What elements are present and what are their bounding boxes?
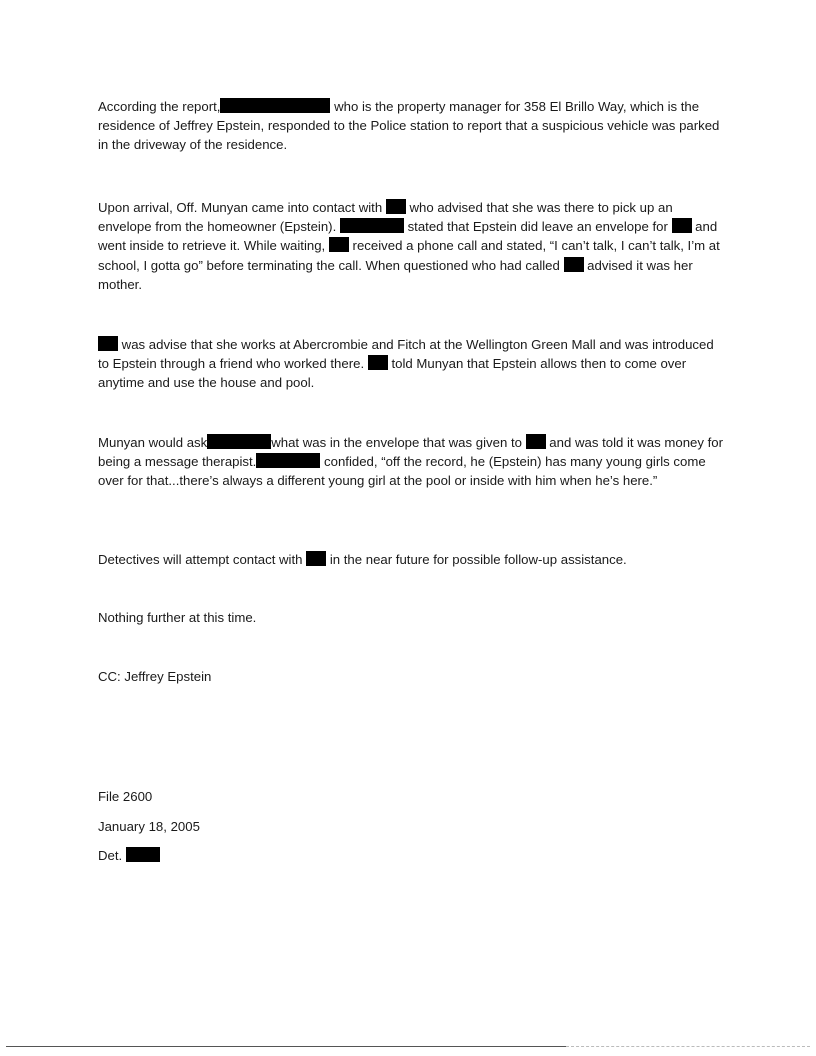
redaction-box [564,257,584,272]
redaction-box [306,551,326,566]
redaction-box [386,199,406,214]
paragraph-envelope [98,433,728,491]
redaction-box [368,355,388,370]
redaction-box [220,98,330,113]
text-span: who is the property manager for 358 El Brillo Way, which is the residence of Jeffrey Epstein, responded to the Police station to report that a suspicious vehicle was parked in the driveway of the residence. [98,99,720,153]
redaction-box [126,847,160,862]
footer-date: January 18, 2005 [98,819,200,834]
redaction-box [207,434,271,449]
paragraph-report [98,97,728,155]
redaction-box [256,453,320,468]
paragraph-followup [98,550,728,569]
text-span: who advised that she was there to pick up an envelope from the homeowner (Epstein). [98,200,673,235]
text-span: Upon arrival, Off. Munyan came into contact with [98,200,386,215]
footer-detective [98,846,728,865]
text-span: According the report, [98,99,221,114]
text-span: in the near future for possible follow-up assistance. [326,552,627,567]
redaction-box [98,336,118,351]
text-span: Munyan would ask [98,435,208,450]
text-span: Det. [98,848,126,863]
redaction-box [340,218,404,233]
redaction-box [672,218,692,233]
redaction-box [526,434,546,449]
text-span: confided, “off the record, he (Epstein) has many young girls come over for that...there’s always a different young girl at the pool or inside with him when he’s here.” [98,454,706,489]
text-span: received a phone call and stated, “I can’t talk, I can’t talk, I’m at school, I gotta go” before terminating the call. When questioned who had called [98,238,720,273]
footer-file-number: File 2600 [98,789,153,804]
scan-edge-line-faint [566,1046,810,1047]
text-span: and was told it was money for being a message therapist. [98,435,724,470]
paragraph-arrival [98,198,728,294]
text-span: what was in the envelope that was given to [271,435,526,450]
text-span: and went inside to retrieve it. While waiting, [98,219,718,254]
text-span: was advise that she works at Abercrombie and Fitch at the Wellington Green Mall and was introduced to Epstein through a friend who worked there. [98,337,714,372]
text-span: stated that Epstein did leave an envelope for [403,219,672,235]
paragraph-cc: CC: Jeffrey Epstein [98,669,212,684]
text-span: advised it was her mother. [98,257,693,292]
text-span: told Munyan that Epstein allows then to come over anytime and use the house and pool. [98,356,687,391]
paragraph-employment [98,335,728,393]
text-span: Detectives will attempt contact with [98,552,307,567]
paragraph-nothing-further: Nothing further at this time. [98,610,257,625]
redaction-box [329,237,349,252]
scan-edge-line [6,1046,566,1047]
